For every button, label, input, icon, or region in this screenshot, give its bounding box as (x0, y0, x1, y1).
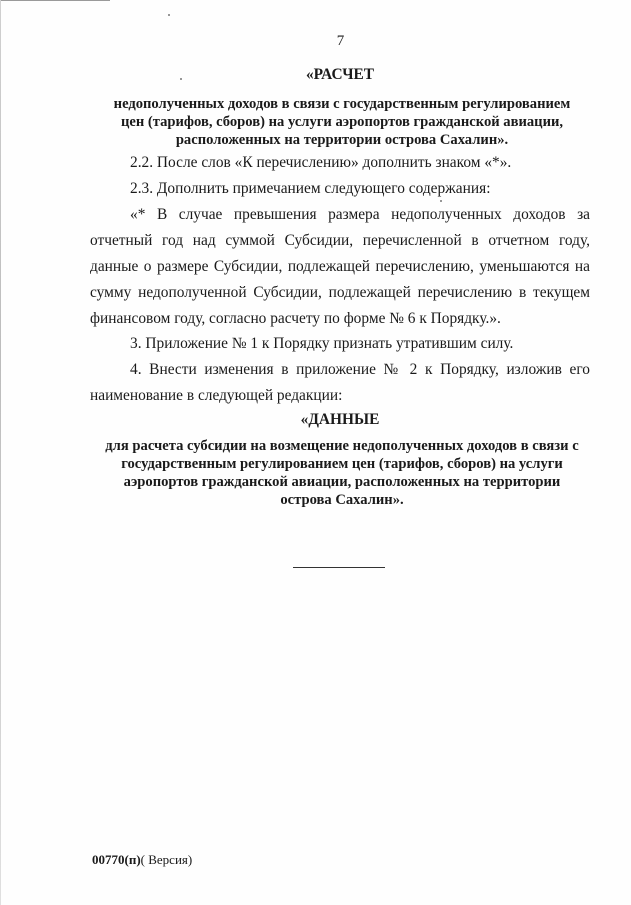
heading-raschet-title: «РАСЧЕТ (305, 66, 375, 83)
scan-edge-top (0, 0, 110, 1)
footer-doc-code (92, 852, 192, 868)
paragraph-2-3: 2.3. Дополнить примечанием следующего содержания: (130, 180, 491, 197)
scan-speck (180, 78, 182, 80)
paragraph-footnote: «* В случае превышения размера недополученных доходов за отчетный год над суммой Субсидии, перечисленной в отчетном году, данные о размере Субсидии, подлежащей перечислению, уменьшаются на сумму недополученной Субсидии, подлежащей перечислению в текущем финансовом году, согласно расчету по форме № 6 к Порядку.». (90, 206, 590, 327)
scan-speck (168, 14, 170, 16)
heading-dannye-line-1: для расчета субсидии на возмещение недополученных доходов в связи с (105, 438, 579, 454)
heading-raschet-line-3: расположенных на территории острова Сахалин». (175, 132, 509, 148)
heading-dannye-line-3: аэропортов гражданской авиации, расположенных на территории (123, 474, 561, 490)
separator-line (293, 567, 385, 568)
footer-version: ( Версия) (140, 852, 193, 867)
paragraph-4: 4. Внести изменения в приложение № 2 к Порядку, изложив его наименование в следующей редакции: (90, 361, 590, 404)
paragraph-3: 3. Приложение № 1 к Порядку признать утратившим силу. (130, 335, 514, 352)
heading-dannye-line-4: острова Сахалин». (280, 492, 404, 508)
heading-dannye-title: «ДАННЫЕ (300, 411, 380, 428)
heading-dannye-line-2: государственным регулированием цен (тарифов, сборов) на услуги (121, 456, 563, 472)
page-number: 7 (336, 33, 345, 49)
scan-speck (440, 200, 442, 202)
footer-code: 00770(п) (92, 852, 141, 867)
heading-raschet-line-2: цен (тарифов, сборов) на услуги аэропортов гражданской авиации, (120, 114, 564, 130)
paragraph-2-2: 2.2. После слов «К перечислению» дополнить знаком «*». (130, 154, 512, 171)
heading-raschet-line-1: недополученных доходов в связи с государственным регулированием (113, 96, 571, 112)
scan-edge-left (0, 0, 1, 905)
